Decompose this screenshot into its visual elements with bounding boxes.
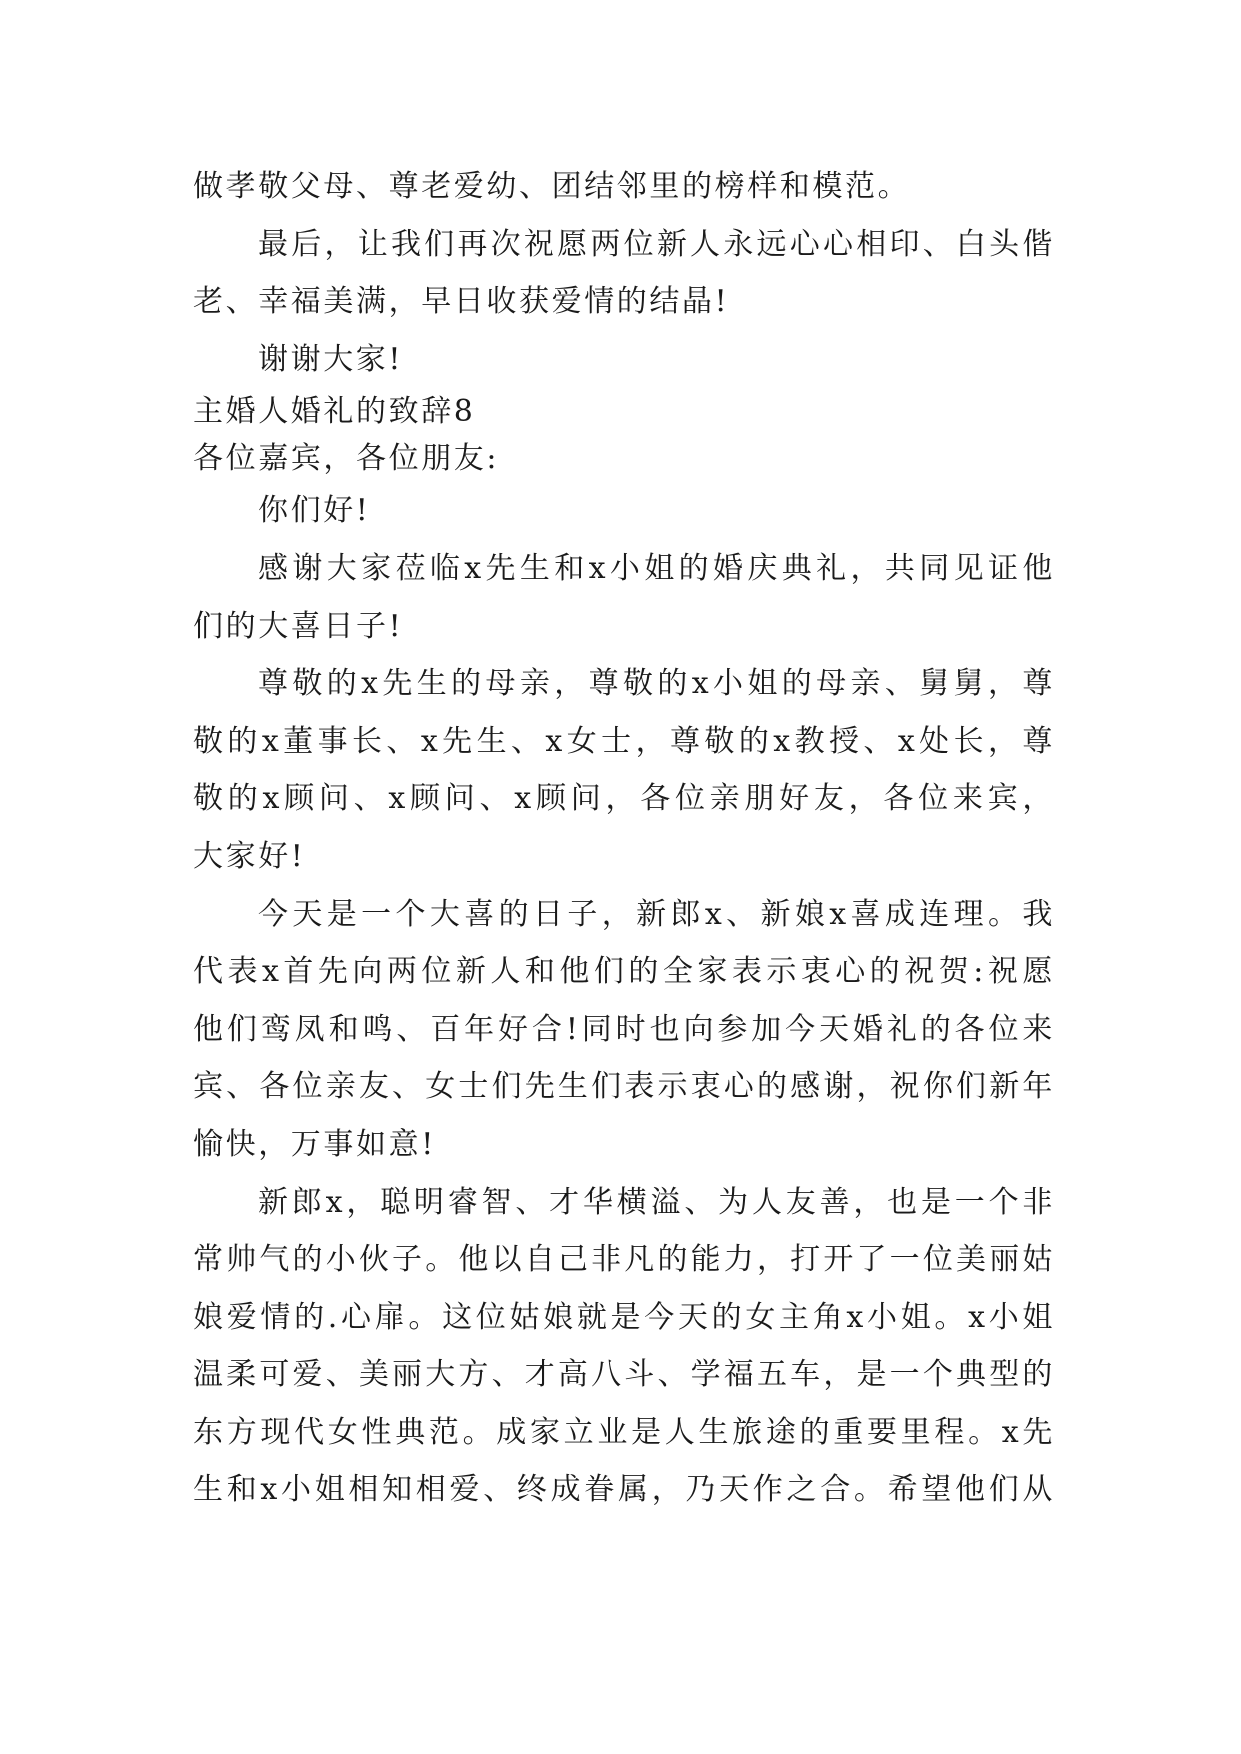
paragraph-line: 做孝敬父母、尊老爱幼、团结邻里的榜样和模范。 (193, 169, 911, 204)
paragraph-line: 敬的x董事长、x先生、x女士，尊敬的x教授、x处长，尊 (193, 723, 1055, 759)
paragraph-line: 尊敬的x先生的母亲，尊敬的x小姐的母亲、舅舅，尊 (258, 666, 1055, 702)
paragraph-line: 敬的x顾问、x顾问、x顾问，各位亲朋好友，各位来宾， (193, 781, 1055, 817)
paragraph-line: 东方现代女性典范。成家立业是人生旅途的重要里程。x先 (193, 1414, 1055, 1450)
paragraph-line: 愉快，万事如意! (193, 1126, 436, 1162)
paragraph-line: 温柔可爱、美丽大方、才高八斗、学福五车，是一个典型的 (193, 1357, 1055, 1393)
paragraph-line: 他们鸾凤和鸣、百年好合!同时也向参加今天婚礼的各位来 (193, 1011, 1055, 1047)
heading-line: 主婚人婚礼的致辞8 (193, 394, 476, 430)
paragraph-line: 你们好! (258, 493, 371, 529)
paragraph-line: 今天是一个大喜的日子，新郎x、新娘x喜成连理。我 (258, 896, 1055, 932)
paragraph-line: 大家好! (193, 838, 306, 874)
paragraph-line: 老、幸福美满，早日收获爱情的结晶! (193, 284, 730, 320)
paragraph-line: 谢谢大家! (258, 341, 404, 377)
paragraph-line: 宾、各位亲友、女士们先生们表示衷心的感谢，祝你们新年 (193, 1069, 1055, 1105)
paragraph-line: 们的大喜日子! (193, 608, 404, 644)
heading-line: 各位嘉宾，各位朋友: (193, 441, 500, 477)
paragraph-line: 生和x小姐相知相爱、终成眷属，乃天作之合。希望他们从 (193, 1472, 1055, 1508)
paragraph-line: 感谢大家莅临x先生和x小姐的婚庆典礼，共同见证他 (258, 550, 1055, 586)
document-body (193, 158, 1055, 1519)
paragraph-line: 常帅气的小伙子。他以自己非凡的能力，打开了一位美丽姑 (193, 1242, 1055, 1278)
paragraph-line: 娘爱情的.心扉。这位姑娘就是今天的女主角x小姐。x小姐 (193, 1299, 1055, 1335)
paragraph-line: 代表x首先向两位新人和他们的全家表示衷心的祝贺:祝愿 (193, 954, 1055, 990)
paragraph-line: 最后，让我们再次祝愿两位新人永远心心相印、白头偕 (258, 226, 1055, 262)
paragraph-line: 新郎x，聪明睿智、才华横溢、为人友善，也是一个非 (258, 1184, 1055, 1220)
